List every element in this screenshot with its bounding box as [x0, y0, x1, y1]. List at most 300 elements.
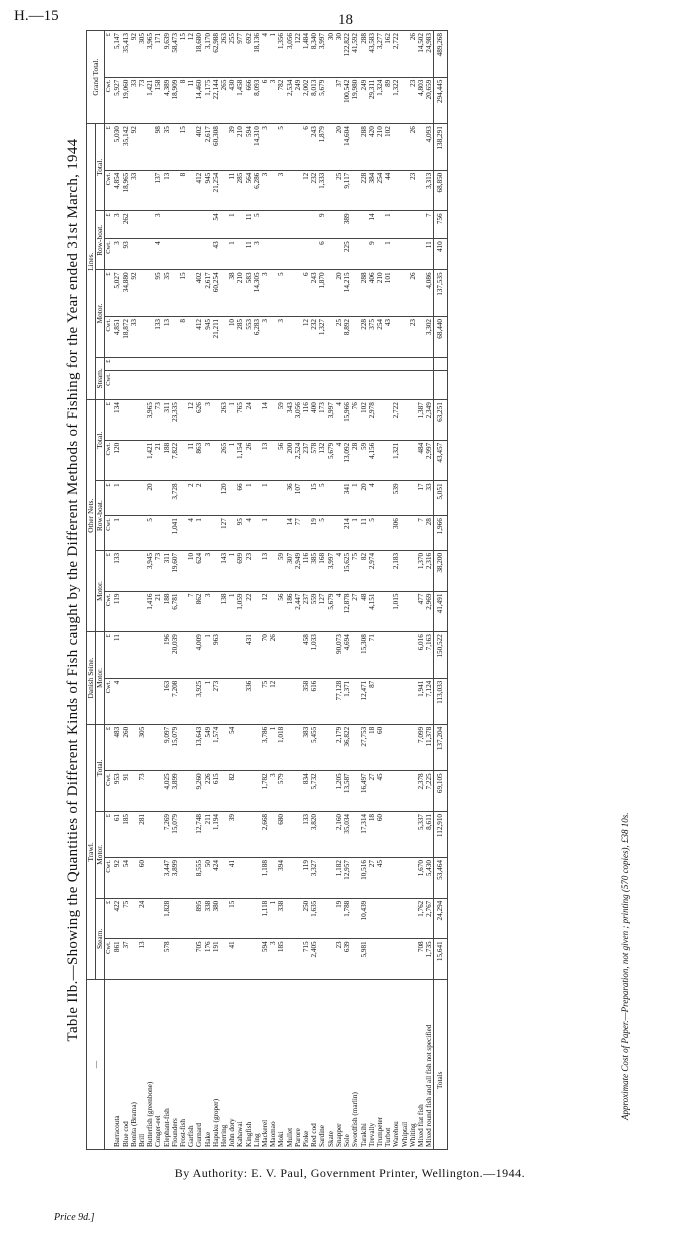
table-cell: 53,464	[434, 858, 447, 899]
table-cell	[253, 550, 261, 591]
table-cell	[179, 724, 187, 771]
unit-cell: £	[105, 124, 114, 171]
table-cell: 210	[236, 270, 244, 317]
species-name: Butterfish (greenbone)	[146, 980, 154, 1150]
table-cell	[146, 316, 154, 357]
table-cell	[368, 939, 376, 980]
unit-row	[105, 31, 114, 1150]
subhead-8: Motor.	[96, 270, 105, 357]
table-cell: 412	[195, 170, 203, 211]
table-cell	[187, 771, 195, 812]
table-cell	[384, 898, 392, 939]
table-cell	[392, 898, 400, 939]
table-cell	[113, 357, 121, 371]
table-cell	[351, 898, 359, 939]
table-cell: 338	[277, 898, 285, 939]
table-cell: 28	[351, 440, 359, 481]
table-cell	[138, 357, 146, 371]
table-cell: 3,728	[171, 481, 179, 516]
table-cell	[327, 724, 335, 771]
table-cell	[269, 858, 277, 899]
table-cell: 113,033	[434, 678, 447, 724]
table-cell	[302, 239, 310, 270]
table-cell	[351, 124, 359, 171]
table-cell: 3,302	[425, 316, 434, 357]
table-cell: 18,965	[122, 170, 130, 211]
table-cell: 539	[392, 481, 400, 516]
table-cell	[434, 357, 447, 371]
group-grand-total: Grand Total.	[87, 31, 105, 124]
table-cell	[236, 678, 244, 724]
table-cell	[392, 724, 400, 771]
table-cell: 23,335	[171, 400, 179, 441]
table-cell: 594	[261, 939, 269, 980]
table-cell: 3,925	[195, 678, 203, 724]
table-cell	[187, 632, 195, 679]
table-cell: 3	[261, 270, 269, 317]
table-cell: 12,748	[195, 811, 203, 857]
table-cell	[409, 357, 417, 371]
table-cell: 3,965	[146, 400, 154, 441]
subhead-4: Motor.	[96, 550, 105, 631]
subhead-1: Motor.	[96, 811, 105, 898]
table-cell: 4	[368, 481, 376, 516]
table-cell	[195, 371, 203, 400]
table-cell: 1,458	[236, 77, 244, 124]
table-row	[154, 31, 162, 1150]
table-cell: 1,670	[417, 858, 425, 899]
table-cell	[179, 516, 187, 551]
table-cell: 4,803	[417, 77, 425, 124]
table-cell	[269, 440, 277, 481]
table-cell: 1,870	[318, 270, 326, 317]
table-cell: 383	[302, 724, 310, 771]
table-cell: 237	[302, 440, 310, 481]
table-cell	[187, 357, 195, 371]
table-cell: 559	[310, 591, 318, 632]
table-cell	[351, 270, 359, 317]
table-cell: 41,592	[351, 31, 359, 78]
species-name: Trevally	[368, 980, 376, 1150]
table-cell: 5,981	[360, 939, 368, 980]
table-cell	[122, 678, 130, 724]
table-cell: 15	[179, 270, 187, 317]
table-cell: 228	[360, 316, 368, 357]
table-cell	[179, 678, 187, 724]
table-cell: 82	[360, 550, 368, 591]
unit-cell: £	[105, 400, 114, 441]
table-cell	[253, 632, 261, 679]
table-cell	[138, 239, 146, 270]
table-cell	[204, 516, 212, 551]
table-cell	[392, 858, 400, 899]
table-cell: 9,639	[163, 31, 171, 78]
table-cell: 4	[154, 239, 162, 270]
table-cell	[286, 170, 294, 211]
table-cell	[179, 440, 187, 481]
table-cell	[253, 724, 261, 771]
table-cell	[384, 550, 392, 591]
table-cell: 186	[286, 591, 294, 632]
table-cell: 143	[220, 550, 228, 591]
table-cell: 27	[351, 591, 359, 632]
table-cell: 305	[138, 724, 146, 771]
table-cell: 9	[368, 239, 376, 270]
table-cell	[130, 724, 138, 771]
table-cell	[138, 400, 146, 441]
subhead-5: Row-boat.	[96, 481, 105, 550]
table-cell: 1,321	[392, 440, 400, 481]
table-cell: 33	[425, 481, 434, 516]
table-cell	[253, 811, 261, 857]
table-cell	[138, 316, 146, 357]
table-cell	[401, 440, 409, 481]
table-cell: 424	[212, 858, 220, 899]
table-cell	[130, 371, 138, 400]
table-cell: 861	[113, 939, 121, 980]
species-name: Whiting	[409, 980, 417, 1150]
table-cell: 263	[220, 400, 228, 441]
table-cell: 549	[204, 724, 212, 771]
unit-cell: £	[105, 898, 114, 939]
table-cell: 75	[261, 678, 269, 724]
table-cell: 82	[228, 771, 236, 812]
table-cell: 2,447	[294, 591, 302, 632]
table-cell: 1	[351, 481, 359, 516]
table-cell: 1,018	[277, 724, 285, 771]
table-cell: 2,160	[335, 811, 343, 857]
table-cell	[401, 371, 409, 400]
table-cell	[236, 239, 244, 270]
table-cell	[425, 371, 434, 400]
table-cell	[179, 400, 187, 441]
table-cell: 5,732	[310, 771, 318, 812]
table-cell	[253, 858, 261, 899]
table-cell	[335, 481, 343, 516]
table-cell: 3	[204, 550, 212, 591]
table-cell	[220, 898, 228, 939]
table-cell	[310, 239, 318, 270]
table-cell	[376, 678, 384, 724]
species-name: Brill	[138, 980, 146, 1150]
table-cell	[286, 811, 294, 857]
table-cell: 70	[261, 632, 269, 679]
table-cell	[327, 481, 335, 516]
table-cell: 43	[212, 239, 220, 270]
table-cell	[376, 550, 384, 591]
table-row	[269, 31, 277, 1150]
table-row	[384, 31, 392, 1150]
table-cell	[384, 591, 392, 632]
table-cell: 4	[245, 516, 253, 551]
table-cell	[253, 678, 261, 724]
unit-cell: £	[105, 211, 114, 239]
table-cell: 19,607	[171, 550, 179, 591]
species-name: Elephant-fish	[163, 980, 171, 1150]
table-cell: 578	[310, 440, 318, 481]
table-cell	[302, 371, 310, 400]
table-cell: 19,060	[122, 77, 130, 124]
table-cell	[351, 939, 359, 980]
table-cell	[294, 632, 302, 679]
table-row	[360, 31, 368, 1150]
table-cell: 188	[163, 440, 171, 481]
table-cell	[220, 632, 228, 679]
table-cell	[146, 357, 154, 371]
table-cell	[146, 371, 154, 400]
table-row	[171, 31, 179, 1150]
table-cell: 14,305	[253, 270, 261, 317]
table-cell: 188	[163, 591, 171, 632]
table-cell: 15,966	[343, 400, 351, 441]
table-cell: 158	[154, 77, 162, 124]
table-cell: 191	[212, 939, 220, 980]
table-cell: 22	[245, 591, 253, 632]
table-cell: 553	[245, 316, 253, 357]
table-cell: 20	[335, 270, 343, 317]
table-cell	[335, 211, 343, 239]
table-cell: 895	[195, 898, 203, 939]
table-cell: 12,878	[343, 591, 351, 632]
table-cell: 2,316	[425, 550, 434, 591]
table-cell: 71	[368, 632, 376, 679]
table-cell: 232	[310, 316, 318, 357]
table-cell	[122, 550, 130, 591]
table-cell: 1	[113, 481, 121, 516]
table-cell: 2,949	[294, 550, 302, 591]
table-cell	[253, 371, 261, 400]
table-cell: 4	[335, 400, 343, 441]
table-cell	[327, 77, 335, 124]
table-row	[409, 31, 417, 1150]
table-cell	[269, 371, 277, 400]
table-cell: 4,093	[425, 124, 434, 171]
table-cell	[130, 591, 138, 632]
table-cell: 1,421	[146, 440, 154, 481]
table-cell	[179, 771, 187, 812]
table-cell: 765	[236, 400, 244, 441]
table-cell: 60,308	[212, 124, 220, 171]
table-cell: 699	[236, 550, 244, 591]
table-cell: 705	[195, 939, 203, 980]
table-cell	[163, 516, 171, 551]
table-cell: 16,497	[360, 771, 368, 812]
table-cell: 73	[154, 550, 162, 591]
table-cell	[154, 678, 162, 724]
table-cell	[286, 357, 294, 371]
table-cell	[310, 371, 318, 400]
table-cell	[327, 516, 335, 551]
subhead-10: Total.	[96, 124, 105, 211]
table-row	[212, 31, 220, 1150]
unit-cell: Cwt.	[105, 858, 114, 899]
table-cell: 137	[154, 170, 162, 211]
table-cell: 1	[269, 898, 277, 939]
table-cell	[236, 858, 244, 899]
table-cell: 29,311	[368, 77, 376, 124]
table-cell: 1,879	[318, 124, 326, 171]
table-cell: 273	[212, 678, 220, 724]
table-cell: 358	[302, 678, 310, 724]
table-cell: 26	[409, 270, 417, 317]
table-cell: 23	[245, 550, 253, 591]
table-cell	[376, 239, 384, 270]
table-cell	[179, 939, 187, 980]
table-cell: 45	[376, 771, 384, 812]
table-cell	[195, 239, 203, 270]
table-cell	[220, 678, 228, 724]
table-cell: 90,073	[335, 632, 343, 679]
totals-row	[434, 31, 447, 1150]
table-cell: 210	[376, 124, 384, 171]
table-cell: 1	[351, 516, 359, 551]
table-cell: 12,471	[360, 678, 368, 724]
table-cell: 228	[360, 170, 368, 211]
table-cell	[122, 371, 130, 400]
table-cell: 14	[368, 211, 376, 239]
table-cell: 338	[204, 898, 212, 939]
table-cell: 3,965	[146, 31, 154, 78]
table-cell	[401, 124, 409, 171]
table-cell	[286, 771, 294, 812]
table-cell	[401, 357, 409, 371]
table-cell	[253, 591, 261, 632]
table-cell: 73	[138, 771, 146, 812]
table-cell	[294, 211, 302, 239]
table-cell: 20	[360, 481, 368, 516]
table-cell: 2,349	[425, 400, 434, 441]
table-cell	[269, 481, 277, 516]
table-cell: 3,170	[204, 31, 212, 78]
table-cell: 430	[228, 77, 236, 124]
table-cell	[146, 858, 154, 899]
table-cell: 285	[236, 316, 244, 357]
table-cell: 26	[409, 124, 417, 171]
table-cell: 1	[261, 481, 269, 516]
table-cell	[318, 858, 326, 899]
table-cell	[384, 400, 392, 441]
table-row	[343, 31, 351, 1150]
table-row	[228, 31, 236, 1150]
table-cell	[327, 678, 335, 724]
table-cell: 1,484	[302, 31, 310, 78]
table-cell	[146, 170, 154, 211]
table-cell	[392, 239, 400, 270]
table-cell: 1	[113, 516, 121, 551]
table-cell	[245, 898, 253, 939]
table-cell	[154, 371, 162, 400]
table-cell	[286, 211, 294, 239]
table-cell: 11	[245, 211, 253, 239]
table-cell	[179, 811, 187, 857]
table-cell	[327, 858, 335, 899]
unit-cell: Cwt.	[105, 170, 114, 211]
table-cell	[327, 124, 335, 171]
table-cell	[294, 357, 302, 371]
table-cell: 375	[368, 316, 376, 357]
species-name: Frost-fish	[179, 980, 187, 1150]
table-cell	[212, 371, 220, 400]
table-cell: 19	[335, 898, 343, 939]
table-cell: 1,735	[425, 939, 434, 980]
table-cell: 122	[294, 31, 302, 78]
table-row	[327, 31, 335, 1150]
table-cell: 69,105	[434, 771, 447, 812]
rotated-table-block	[60, 30, 660, 1150]
unit-cell: Cwt.	[105, 678, 114, 724]
table-cell: 56	[277, 440, 285, 481]
table-cell	[392, 124, 400, 171]
table-cell: 14,310	[253, 124, 261, 171]
table-cell	[236, 771, 244, 812]
table-cell	[360, 371, 368, 400]
table-cell: 14	[261, 400, 269, 441]
table-cell	[130, 811, 138, 857]
table-cell	[261, 239, 269, 270]
table-cell	[351, 211, 359, 239]
table-cell: 36,822	[343, 724, 351, 771]
table-cell: 2	[187, 481, 195, 516]
table-cell	[171, 357, 179, 371]
unit-cell: £	[105, 270, 114, 317]
table-cell	[245, 357, 253, 371]
table-row	[376, 31, 384, 1150]
table-cell: 11	[245, 239, 253, 270]
table-row	[310, 31, 318, 1150]
table-cell	[130, 481, 138, 516]
table-cell: 44	[384, 170, 392, 211]
table-cell: 249	[294, 77, 302, 124]
table-cell	[228, 516, 236, 551]
table-cell: 56	[277, 591, 285, 632]
table-cell	[368, 357, 376, 371]
table-cell: 112,910	[434, 811, 447, 857]
table-cell	[261, 371, 269, 400]
table-cell: 35	[163, 270, 171, 317]
report-code: H.—15	[14, 8, 59, 24]
table-cell: 37	[335, 77, 343, 124]
table-cell: 18	[368, 724, 376, 771]
table-cell	[401, 678, 409, 724]
table-row	[195, 31, 203, 1150]
table-cell	[294, 811, 302, 857]
table-cell: 6	[302, 270, 310, 317]
table-cell	[138, 550, 146, 591]
table-cell: 15,625	[343, 550, 351, 591]
table-cell: 3	[154, 211, 162, 239]
table-cell: 12	[261, 591, 269, 632]
table-row	[122, 31, 130, 1150]
table-cell	[409, 811, 417, 857]
species-name: Sole	[343, 980, 351, 1150]
table-cell	[163, 239, 171, 270]
table-cell	[401, 516, 409, 551]
table-cell: 1,322	[392, 77, 400, 124]
table-cell: 73	[138, 77, 146, 124]
table-cell: 138	[220, 591, 228, 632]
unit-cell: £	[105, 632, 114, 679]
table-cell	[409, 400, 417, 441]
table-cell	[351, 811, 359, 857]
table-cell: 15	[310, 481, 318, 516]
table-cell: 68,850	[434, 170, 447, 211]
table-cell	[294, 239, 302, 270]
species-name: Swordfish (marlin)	[351, 980, 359, 1150]
table-cell	[179, 239, 187, 270]
table-cell: 37	[122, 939, 130, 980]
table-cell: 122,822	[343, 31, 351, 78]
species-name: Whiptail	[401, 980, 409, 1150]
